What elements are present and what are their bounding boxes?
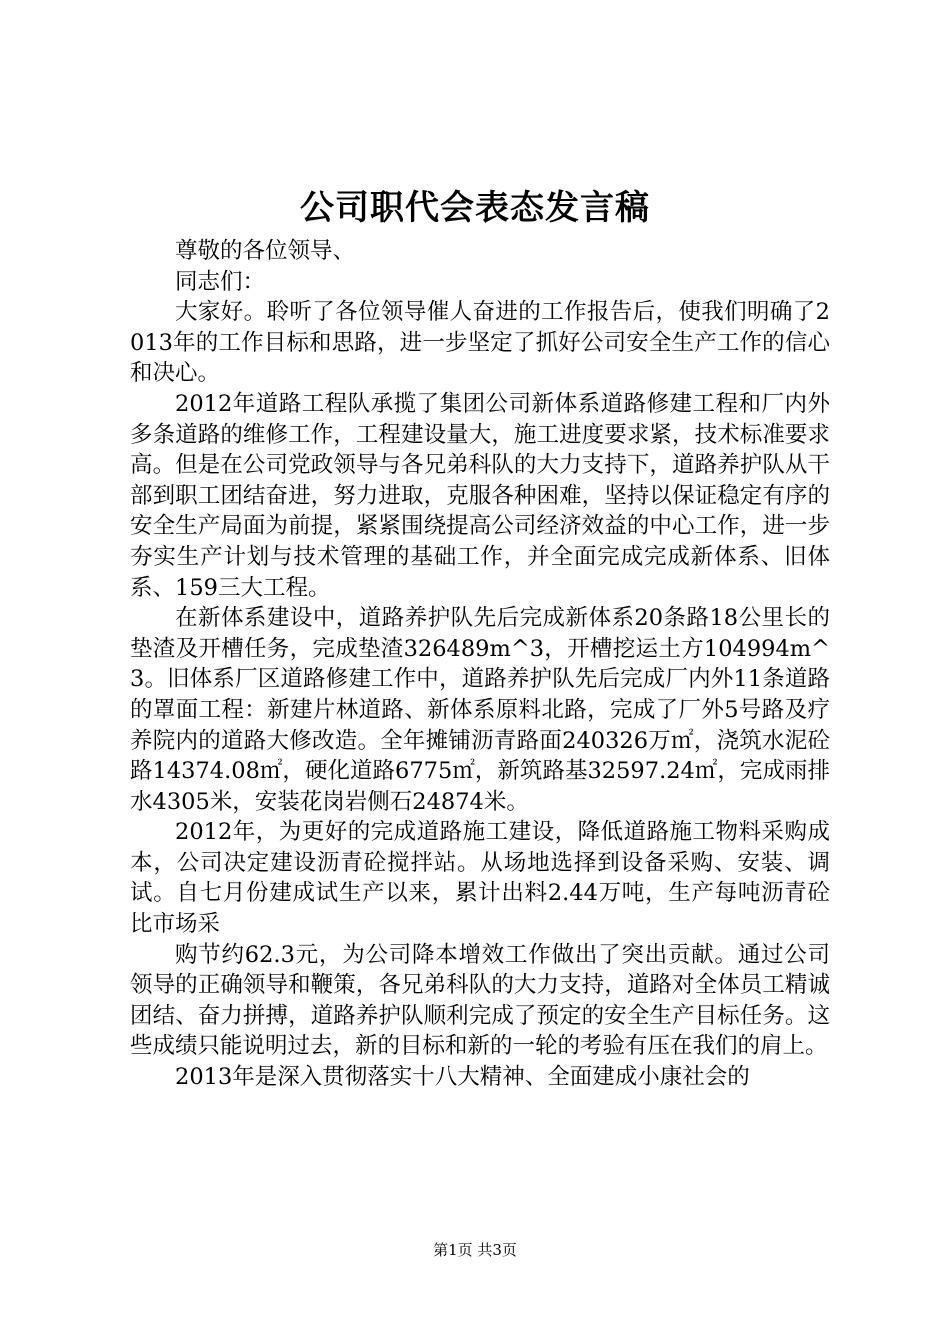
salutation-line-1: 尊敬的各位领导、 bbox=[175, 238, 356, 264]
paragraph-greeting: 大家好。聆听了各位领导催人奋进的工作报告后，使我们明确了2013年的工作目标和思路，进一步坚定了抓好公司安全生产工作的信心和决心。 bbox=[130, 299, 830, 387]
document-title: 公司职代会表态发言稿 bbox=[300, 188, 650, 228]
document-body bbox=[130, 236, 830, 1093]
page-footer: 第1页 共3页 bbox=[433, 1241, 517, 1259]
paragraph-savings: 购节约62.3元，为公司降本增效工作做出了突出贡献。通过公司领导的正确领导和鞭策，各兄弟科队的大力支持，道路对全体员工精诚团结、奋力拼搏，道路养护队顺利完成了预定的安全生产目标任务。这些成绩只能说明过去，新的目标和新的一轮的考验有压在我们的肩上。 bbox=[130, 941, 830, 1060]
salutation-line-2: 同志们： bbox=[175, 268, 266, 295]
paragraph-new-system: 在新体系建设中，道路养护队先后完成新体系20条路18公里长的垫渣及开槽任务，完成垫渣326489m^3，开槽挖运土方104994m^3。旧体系厂区道路修建工作中，道路养护队先后完成厂内外11条道路的罩面工程：新建片林道路、新体系原料北路，完成了厂外5号路及疗养院内的道路大修改造。全年摊铺沥青路面240326万㎡，浇筑水泥砼路14374.08㎡，硬化道路6775㎡，新筑路基32597.24㎡，完成雨排水4305米，安装花岗岩侧石24874米。 bbox=[130, 605, 830, 815]
paragraph-2013: 2013年是深入贯彻落实十八大精神、全面建成小康社会的 bbox=[175, 1064, 750, 1091]
paragraph-asphalt-station: 2012年，为更好的完成道路施工建设，降低道路施工物料采购成本，公司决定建设沥青砼搅拌站。从场地选择到设备采购、安装、调试。自七月份建成试生产以来，累计出料2.44万吨，生产每吨沥青砼比市场采 bbox=[130, 819, 830, 938]
paragraph-2012-summary: 2012年道路工程队承揽了集团公司新体系道路修建工程和厂内外多条道路的维修工作，工程建设量大，施工进度要求紧，技术标准要求高。但是在公司党政领导与各兄弟科队的大力支持下，道路养护队从干部到职工团结奋进，努力进取，克服各种困难，坚持以保证稳定有序的安全生产局面为前提，紧紧围绕提高公司经济效益的中心工作，进一步夯实生产计划与技术管理的基础工作，并全面完成完成新体系、旧体系、159三大工程。 bbox=[130, 390, 830, 601]
